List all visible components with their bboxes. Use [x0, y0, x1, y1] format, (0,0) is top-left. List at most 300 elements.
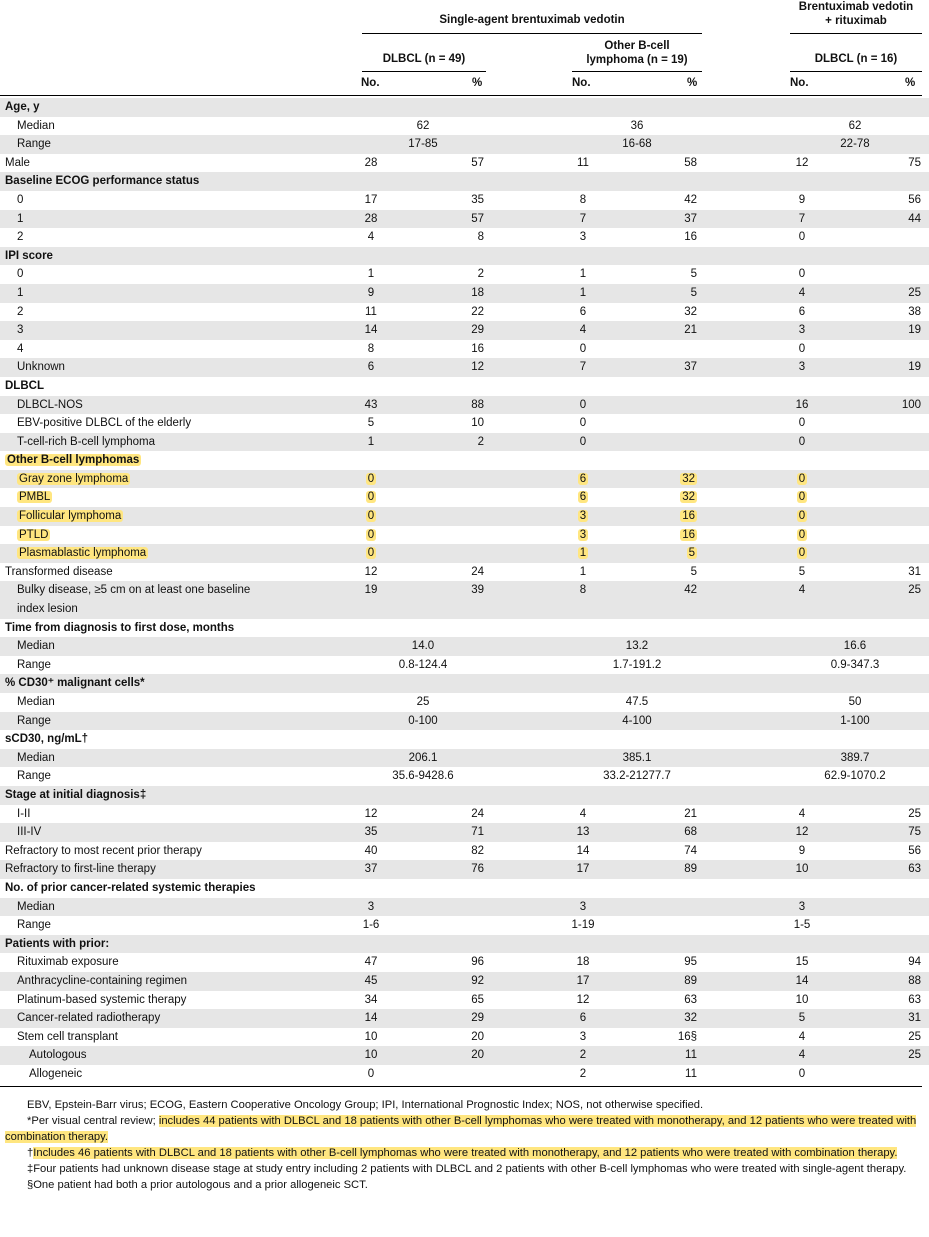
footnote-section: §One patient had both a prior autologous and a prior allogeneic SCT.: [27, 1179, 368, 1191]
pct-cell: 5: [690, 286, 697, 299]
count-cell: 9: [367, 286, 375, 299]
pct-cell: 37: [684, 361, 697, 374]
count-cell: 1-19: [571, 919, 595, 932]
count-cell: [351, 526, 391, 545]
header-bottom-rule: [0, 95, 922, 96]
merged-value-cell: 206.1: [408, 751, 438, 764]
row-label: Allogeneic: [29, 1067, 83, 1080]
section-label: % CD30⁺ malignant cells*: [5, 677, 145, 690]
table-row: [0, 117, 929, 136]
count-cell: 0: [579, 398, 587, 411]
count-cell: 7: [579, 361, 587, 374]
pct-cell: 25: [908, 807, 921, 820]
row-label: Refractory to most recent prior therapy: [5, 844, 202, 857]
merged-value-cell: 22-78: [840, 138, 870, 151]
row-label: Range: [17, 658, 51, 671]
pct-cell: 100: [901, 398, 921, 411]
merged-value-cell: 36: [630, 119, 644, 132]
section-label: Patients with prior:: [5, 937, 110, 950]
count-cell: 5: [798, 1012, 806, 1025]
table-row: [0, 191, 929, 210]
table-row: [0, 767, 929, 786]
merged-value-cell: 13.2: [625, 640, 649, 653]
subheader-other-bcell: [572, 39, 702, 67]
count-cell: 0: [798, 231, 806, 244]
highlighted-value: 5: [688, 547, 695, 560]
highlighted-value: 6: [579, 472, 587, 485]
highlighted-value: 0: [367, 547, 375, 560]
count-cell: 1-5: [793, 919, 811, 932]
count-cell: 10: [795, 863, 809, 876]
subheader-dlbcl: DLBCL (n = 49): [382, 53, 466, 65]
row-label: Male: [5, 156, 30, 169]
highlighted-value: 0: [798, 547, 806, 560]
pct-cell: 75: [908, 826, 921, 839]
table-row: [0, 730, 929, 749]
merged-value-cell: 17-85: [408, 138, 438, 151]
count-cell: 9: [798, 844, 806, 857]
table-row: [0, 935, 929, 954]
table-row: [0, 377, 929, 396]
pct-cell: 11: [685, 1067, 697, 1080]
table-row: [0, 656, 929, 675]
count-cell: 9: [798, 193, 806, 206]
count-cell: 5: [798, 565, 806, 578]
row-label: [17, 526, 50, 545]
table-row: [0, 451, 929, 470]
row-label: I-II: [17, 807, 31, 820]
count-cell: 34: [364, 993, 378, 1006]
subheader-combo-dlbcl: DLBCL (n = 16): [814, 53, 898, 65]
merged-value-cell: 62: [848, 119, 862, 132]
highlighted-value: 0: [798, 472, 806, 485]
group-rule-single-agent: [362, 33, 702, 34]
pct-cell: 38: [908, 305, 921, 318]
subheader-rule-combo-dlbcl: [790, 71, 922, 72]
pct-cell: 63: [684, 993, 697, 1006]
highlighted-value: 0: [367, 491, 375, 504]
pct-cell: 2: [477, 435, 484, 448]
footnote-dagger: [5, 1145, 923, 1161]
count-cell: 1-6: [362, 919, 380, 932]
count-cell: [563, 526, 603, 545]
table-row: [0, 879, 929, 898]
group-header-combination-line1: Brentuximab vedotin: [798, 1, 914, 13]
table-row: [0, 1065, 929, 1084]
table-row: [0, 1046, 929, 1065]
table-row: [0, 991, 929, 1010]
merged-value-cell: 1.7-191.2: [612, 658, 662, 671]
table-row: [0, 135, 929, 154]
count-cell: 10: [364, 1049, 378, 1062]
table-row: [0, 98, 929, 117]
row-label: EBV-positive DLBCL of the elderly: [17, 417, 192, 430]
row-label: 3: [17, 324, 24, 337]
row-label: [17, 507, 123, 526]
highlighted-value: 3: [579, 510, 587, 523]
group-rule-combination: [790, 33, 922, 34]
highlighted-value: 32: [682, 472, 695, 485]
count-cell: 3: [579, 231, 587, 244]
pct-cell: 10: [471, 417, 484, 430]
count-cell: [351, 507, 391, 526]
count-cell: 18: [576, 956, 590, 969]
table-row: [0, 712, 929, 731]
pct-cell: 35: [471, 193, 484, 206]
count-cell: 4: [579, 807, 587, 820]
table-row: [0, 563, 929, 582]
footnote-star: [5, 1113, 923, 1145]
table-row: [0, 488, 929, 507]
count-cell: 4: [798, 1030, 806, 1043]
count-cell: 19: [364, 584, 378, 597]
table-row: [0, 284, 929, 303]
count-cell: 4: [798, 584, 806, 597]
row-label: Platinum-based systemic therapy: [17, 993, 187, 1006]
row-label: Range: [17, 770, 51, 783]
pct-cell: 82: [471, 844, 484, 857]
pct-cell: 75: [908, 156, 921, 169]
footnote-dagger-highlight: Includes 46 patients with DLBCL and 18 patients with other B-cell lymphomas who were treated with monotherapy, and 12 patients who were treated with combination therapy.: [33, 1147, 898, 1159]
pct-cell: [680, 488, 697, 507]
merged-value-cell: 33.2-21277.7: [603, 770, 671, 783]
count-cell: 0: [579, 435, 587, 448]
count-cell: 3: [367, 900, 375, 913]
pct-cell: 2: [477, 268, 484, 281]
count-cell: 6: [579, 305, 587, 318]
pct-cell: 63: [908, 863, 921, 876]
highlighted-value: 16: [682, 528, 695, 541]
highlighted-label: Other B-cell lymphomas: [7, 454, 140, 467]
row-label: Median: [17, 751, 55, 764]
count-cell: 8: [579, 193, 587, 206]
table-row: [0, 303, 929, 322]
count-cell: 1: [579, 268, 587, 281]
table-row: [0, 340, 929, 359]
row-label: Median: [17, 640, 55, 653]
row-label: Median: [17, 900, 55, 913]
pct-cell: 22: [471, 305, 484, 318]
count-cell: 0: [798, 435, 806, 448]
table-row: [0, 786, 929, 805]
row-label: Rituximab exposure: [17, 956, 119, 969]
pct-cell: 74: [684, 844, 697, 857]
table-body: [0, 98, 929, 1083]
subheader-other-bcell-line2: lymphoma (n = 19): [586, 54, 688, 66]
count-cell: 4: [798, 286, 806, 299]
table-row: [0, 396, 929, 415]
table-row: [0, 321, 929, 340]
count-cell: 0: [798, 268, 806, 281]
highlighted-value: 0: [798, 491, 806, 504]
table-row: [0, 581, 929, 618]
table-row: [0, 210, 929, 229]
count-cell: 0: [367, 1067, 375, 1080]
count-cell: 37: [364, 863, 378, 876]
count-cell: [782, 544, 822, 563]
count-cell: 1: [367, 435, 375, 448]
merged-value-cell: 35.6-9428.6: [392, 770, 454, 783]
count-cell: 12: [576, 993, 590, 1006]
count-cell: 0: [798, 417, 806, 430]
row-label: [17, 488, 52, 507]
subheader-rule-other-bcell: [572, 71, 702, 72]
pct-cell: 20: [471, 1030, 484, 1043]
pct-cell: [680, 526, 697, 545]
row-label: 2: [17, 231, 24, 244]
table-row: [0, 154, 929, 173]
row-label: 2: [17, 305, 24, 318]
pct-cell: 25: [908, 1049, 921, 1062]
pct-cell: 8: [477, 231, 484, 244]
pct-cell: 88: [908, 974, 921, 987]
pct-cell: [687, 544, 697, 563]
table-row: [0, 228, 929, 247]
count-cell: 35: [364, 826, 378, 839]
count-cell: 6: [367, 361, 375, 374]
pct-cell: 71: [471, 826, 484, 839]
merged-value-cell: 62.9-1070.2: [824, 770, 886, 783]
table-row: [0, 674, 929, 693]
group-header-single-agent: Single-agent brentuximab vedotin: [439, 14, 625, 26]
highlighted-value: 32: [682, 491, 695, 504]
row-label: Range: [17, 138, 51, 151]
row-label: DLBCL-NOS: [17, 398, 83, 411]
count-cell: 4: [579, 324, 587, 337]
pct-cell: 16§: [677, 1030, 697, 1043]
row-label: Range: [17, 919, 51, 932]
merged-value-cell: 389.7: [840, 751, 870, 764]
pct-cell: 21: [684, 807, 697, 820]
count-cell: 3: [798, 324, 806, 337]
count-cell: 4: [798, 807, 806, 820]
count-cell: [563, 507, 603, 526]
count-cell: [782, 488, 822, 507]
table-row: [0, 637, 929, 656]
row-label: III-IV: [17, 826, 42, 839]
footnote-dagger-mark: †: [27, 1147, 34, 1159]
count-cell: 45: [364, 974, 378, 987]
row-label: Bulky disease, ≥5 cm on at least one baseline index lesion: [17, 584, 251, 616]
col-pct-1: %: [472, 77, 483, 89]
col-no-1: No.: [361, 77, 380, 89]
count-cell: 17: [364, 193, 378, 206]
merged-value-cell: 62: [416, 119, 430, 132]
count-cell: 8: [367, 342, 375, 355]
section-label: No. of prior cancer-related systemic therapies: [5, 881, 256, 894]
row-label: Unknown: [17, 361, 65, 374]
merged-value-cell: 0.9-347.3: [830, 658, 880, 671]
pct-cell: 95: [684, 956, 697, 969]
highlighted-value: 0: [367, 528, 375, 541]
count-cell: 0: [579, 417, 587, 430]
table-row: [0, 470, 929, 489]
table-row: [0, 358, 929, 377]
pct-cell: 94: [908, 956, 921, 969]
row-label: 0: [17, 268, 24, 281]
count-cell: 3: [579, 1030, 587, 1043]
merged-value-cell: 385.1: [622, 751, 652, 764]
count-cell: 12: [364, 807, 378, 820]
count-cell: 14: [364, 324, 378, 337]
pct-cell: 37: [684, 212, 697, 225]
count-cell: 4: [367, 231, 375, 244]
col-pct-3: %: [905, 77, 916, 89]
row-label: Transformed disease: [5, 565, 113, 578]
count-cell: 3: [798, 900, 806, 913]
count-cell: [351, 488, 391, 507]
table-row: [0, 823, 929, 842]
merged-value-cell: 16.6: [843, 640, 867, 653]
count-cell: 6: [579, 1012, 587, 1025]
pct-cell: 96: [471, 956, 484, 969]
count-cell: 12: [795, 826, 809, 839]
pct-cell: 29: [471, 1012, 484, 1025]
merged-value-cell: 25: [416, 696, 430, 708]
pct-cell: 88: [471, 398, 484, 411]
count-cell: 4: [798, 1049, 806, 1062]
pct-cell: 21: [684, 324, 697, 337]
merged-value-cell: 47.5: [625, 696, 649, 708]
subheader-other-bcell-line1: Other B-cell: [604, 40, 670, 52]
table-row: [0, 172, 929, 191]
pct-cell: 31: [908, 1012, 921, 1025]
highlighted-value: 0: [798, 510, 806, 523]
count-cell: 14: [576, 844, 590, 857]
row-label: Autologous: [29, 1049, 87, 1062]
pct-cell: 92: [471, 974, 484, 987]
pct-cell: 57: [471, 156, 484, 169]
merged-value-cell: 4-100: [622, 714, 652, 727]
count-cell: 2: [579, 1049, 587, 1062]
count-cell: 11: [365, 305, 377, 318]
pct-cell: 57: [471, 212, 484, 225]
count-cell: 14: [364, 1012, 378, 1025]
count-cell: 7: [579, 212, 587, 225]
count-cell: 43: [364, 398, 378, 411]
count-cell: [782, 507, 822, 526]
highlighted-label: Plasmablastic lymphoma: [19, 547, 147, 560]
pct-cell: 12: [471, 361, 484, 374]
pct-cell: 16: [471, 342, 484, 355]
row-label: Refractory to first-line therapy: [5, 863, 156, 876]
highlighted-label: PTLD: [19, 528, 49, 541]
count-cell: 0: [798, 342, 806, 355]
table-row: [0, 842, 929, 861]
merged-value-cell: 16-68: [622, 138, 652, 151]
pct-cell: [680, 507, 697, 526]
subheader-rule-dlbcl: [362, 71, 486, 72]
pct-cell: 39: [471, 584, 484, 597]
group-header-combination-line2: + rituximab: [825, 15, 887, 27]
count-cell: 0: [798, 1067, 806, 1080]
section-label: sCD30, ng/mL†: [5, 733, 89, 746]
pct-cell: 24: [471, 807, 484, 820]
count-cell: 2: [579, 1067, 587, 1080]
highlighted-label: Gray zone lymphoma: [19, 472, 129, 485]
count-cell: 13: [576, 826, 590, 839]
row-label: [17, 544, 148, 563]
count-cell: 17: [576, 863, 590, 876]
footnotes: [5, 1097, 923, 1193]
pct-cell: 63: [908, 993, 921, 1006]
row-label: Stem cell transplant: [17, 1030, 118, 1043]
section-label: [5, 451, 141, 470]
pct-cell: 25: [908, 1030, 921, 1043]
pct-cell: 5: [690, 565, 697, 578]
row-label: 0: [17, 193, 24, 206]
row-label: 1: [17, 212, 24, 225]
pct-cell: 65: [471, 993, 484, 1006]
highlighted-value: 3: [579, 528, 587, 541]
table-row: [0, 749, 929, 768]
row-label: Median: [17, 696, 55, 708]
section-label: Time from diagnosis to first dose, months: [5, 621, 235, 634]
section-label: Baseline ECOG performance status: [5, 175, 200, 188]
table-row: [0, 247, 929, 266]
row-label: 1: [17, 286, 24, 299]
section-label: DLBCL: [5, 379, 44, 392]
row-label: T-cell-rich B-cell lymphoma: [17, 435, 156, 448]
count-cell: 5: [367, 417, 375, 430]
pct-cell: 16: [684, 231, 697, 244]
pct-cell: 29: [471, 324, 484, 337]
pct-cell: 76: [471, 863, 484, 876]
table-row: [0, 526, 929, 545]
pct-cell: 89: [684, 863, 697, 876]
count-cell: [782, 526, 822, 545]
count-cell: 15: [795, 956, 809, 969]
table-row: [0, 898, 929, 917]
count-cell: 28: [364, 156, 378, 169]
pct-cell: [680, 470, 697, 489]
pct-cell: 11: [685, 1049, 697, 1062]
count-cell: [563, 488, 603, 507]
count-cell: 3: [798, 361, 806, 374]
row-label: Median: [17, 119, 55, 132]
count-cell: [563, 470, 603, 489]
row-label: 4: [17, 342, 24, 355]
table-row: [0, 916, 929, 935]
table-row: [0, 414, 929, 433]
merged-value-cell: 14.0: [411, 640, 435, 653]
pct-cell: 25: [908, 584, 921, 597]
pct-cell: 89: [684, 974, 697, 987]
count-cell: 11: [577, 156, 589, 169]
count-cell: 1: [579, 286, 587, 299]
count-cell: 12: [364, 565, 378, 578]
footnote-star-text: *Per visual central review;: [27, 1115, 159, 1127]
section-label: Stage at initial diagnosis‡: [5, 788, 147, 801]
merged-value-cell: 0-100: [408, 714, 438, 727]
row-label: Range: [17, 714, 51, 727]
table-row: [0, 1009, 929, 1028]
table-row: [0, 433, 929, 452]
table-row: [0, 1028, 929, 1047]
count-cell: 12: [795, 156, 809, 169]
count-cell: 10: [795, 993, 809, 1006]
count-cell: 1: [579, 565, 587, 578]
table-row: [0, 265, 929, 284]
highlighted-value: 0: [367, 472, 375, 485]
pct-cell: 32: [684, 305, 697, 318]
section-label: Age, y: [5, 101, 40, 113]
count-cell: 14: [795, 974, 809, 987]
pct-cell: 31: [908, 565, 921, 578]
count-cell: 10: [364, 1030, 378, 1043]
row-label: [17, 470, 130, 489]
count-cell: 0: [579, 342, 587, 355]
